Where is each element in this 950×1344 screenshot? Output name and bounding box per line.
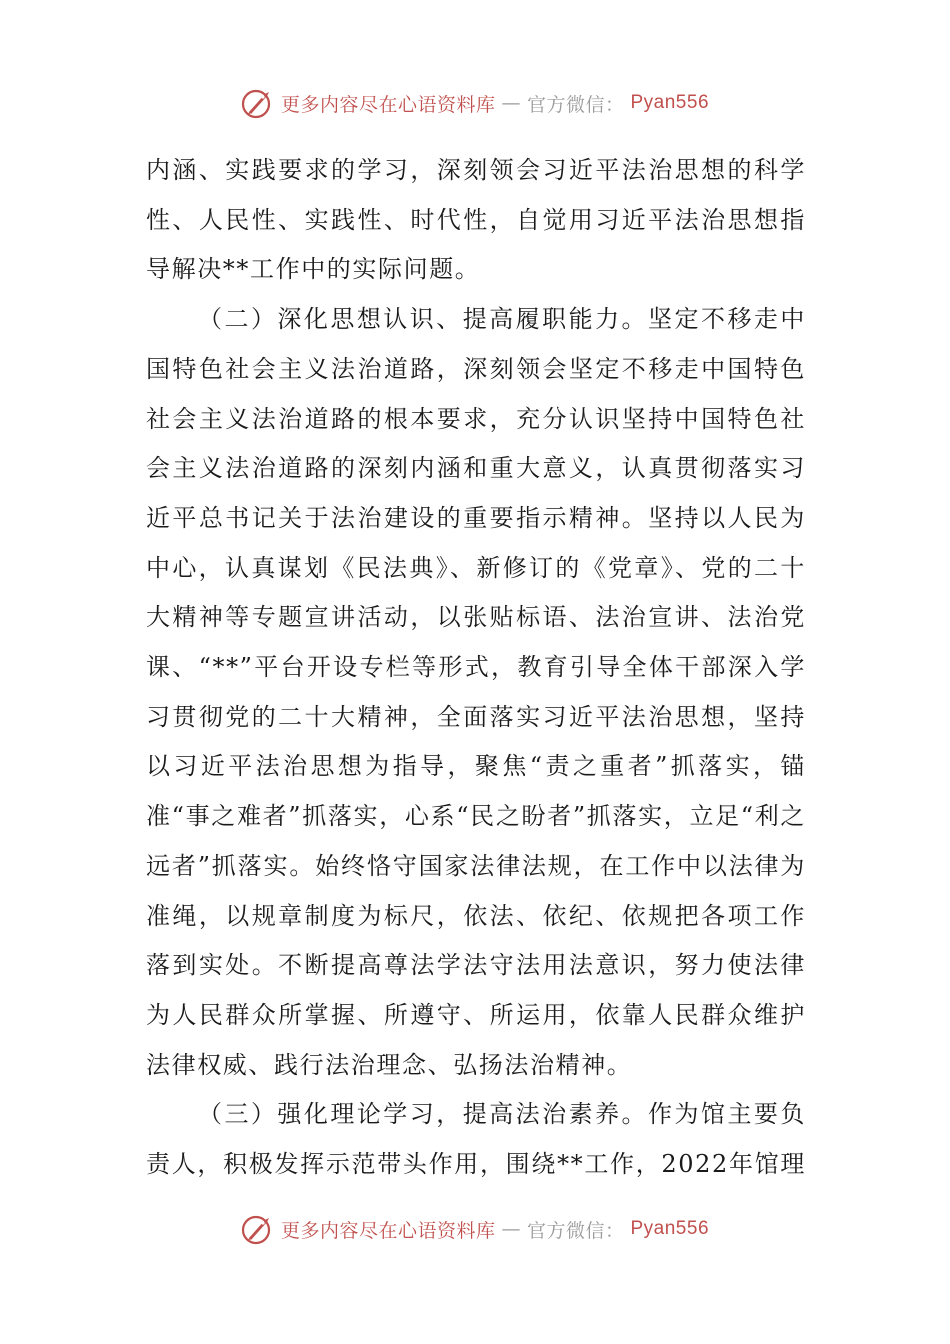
watermark-separator: — bbox=[501, 92, 521, 114]
pen-nib-logo-icon bbox=[241, 86, 275, 120]
pen-nib-logo-icon bbox=[241, 1212, 275, 1246]
paragraph-section-two: （二）深化思想认识、提高履职能力。坚定不移走中国特色社会主义法治道路，深刻领会坚定不移走中国特色社会主义法治道路的根本要求，充分认识坚持中国特色社会主义法治道路的深刻内涵和重大意义，认真贯彻落实习近平总书记关于法治建设的重要指示精神。坚持以人民为中心，认真谋划《民法典》、新修订的《党章》、党的二十大精神等专题宣讲活动，以张贴标语、法治宣讲、法治党课、“**”平台开设专栏等形式，教育引导全体干部深入学习贯彻党的二十大精神，全面落实习近平法治思想，坚持以习近平法治思想为指导，聚焦“责之重者”抓落实，锚准“事之难者”抓落实，心系“民之盼者”抓落实，立足“利之远者”抓落实。始终恪守国家法律法规，在工作中以法律为准绳，以规章制度为标尺，依法、依纪、依规把各项工作落到实处。不断提高尊法学法守法用法意识，努力使法律为人民群众所掌握、所遵守、所运用，依靠人民群众维护法律权威、践行法治理念、弘扬法治精神。 bbox=[146, 305, 806, 1079]
watermark-separator: — bbox=[501, 1218, 521, 1240]
footer-watermark bbox=[0, 1212, 950, 1246]
watermark-account: Pyan556 bbox=[630, 1218, 710, 1239]
watermark-account: Pyan556 bbox=[630, 92, 710, 113]
paragraph-section-three: （三）强化理论学习，提高法治素养。作为馆主要负责人，积极发挥示范带头作用，围绕**工作，2022年馆理 bbox=[146, 1100, 806, 1179]
document-body bbox=[146, 146, 806, 1190]
paragraph-continued: 内涵、实践要求的学习，深刻领会习近平法治思想的科学性、人民性、实践性、时代性，自觉用习近平法治思想指导解决**工作中的实际问题。 bbox=[146, 156, 806, 284]
header-watermark bbox=[0, 86, 950, 120]
watermark-text: 更多内容尽在心语资料库 bbox=[280, 1219, 496, 1242]
watermark-text: 更多内容尽在心语资料库 bbox=[280, 93, 496, 116]
watermark-label: 官方微信： bbox=[526, 93, 625, 116]
watermark-label: 官方微信： bbox=[526, 1219, 625, 1242]
